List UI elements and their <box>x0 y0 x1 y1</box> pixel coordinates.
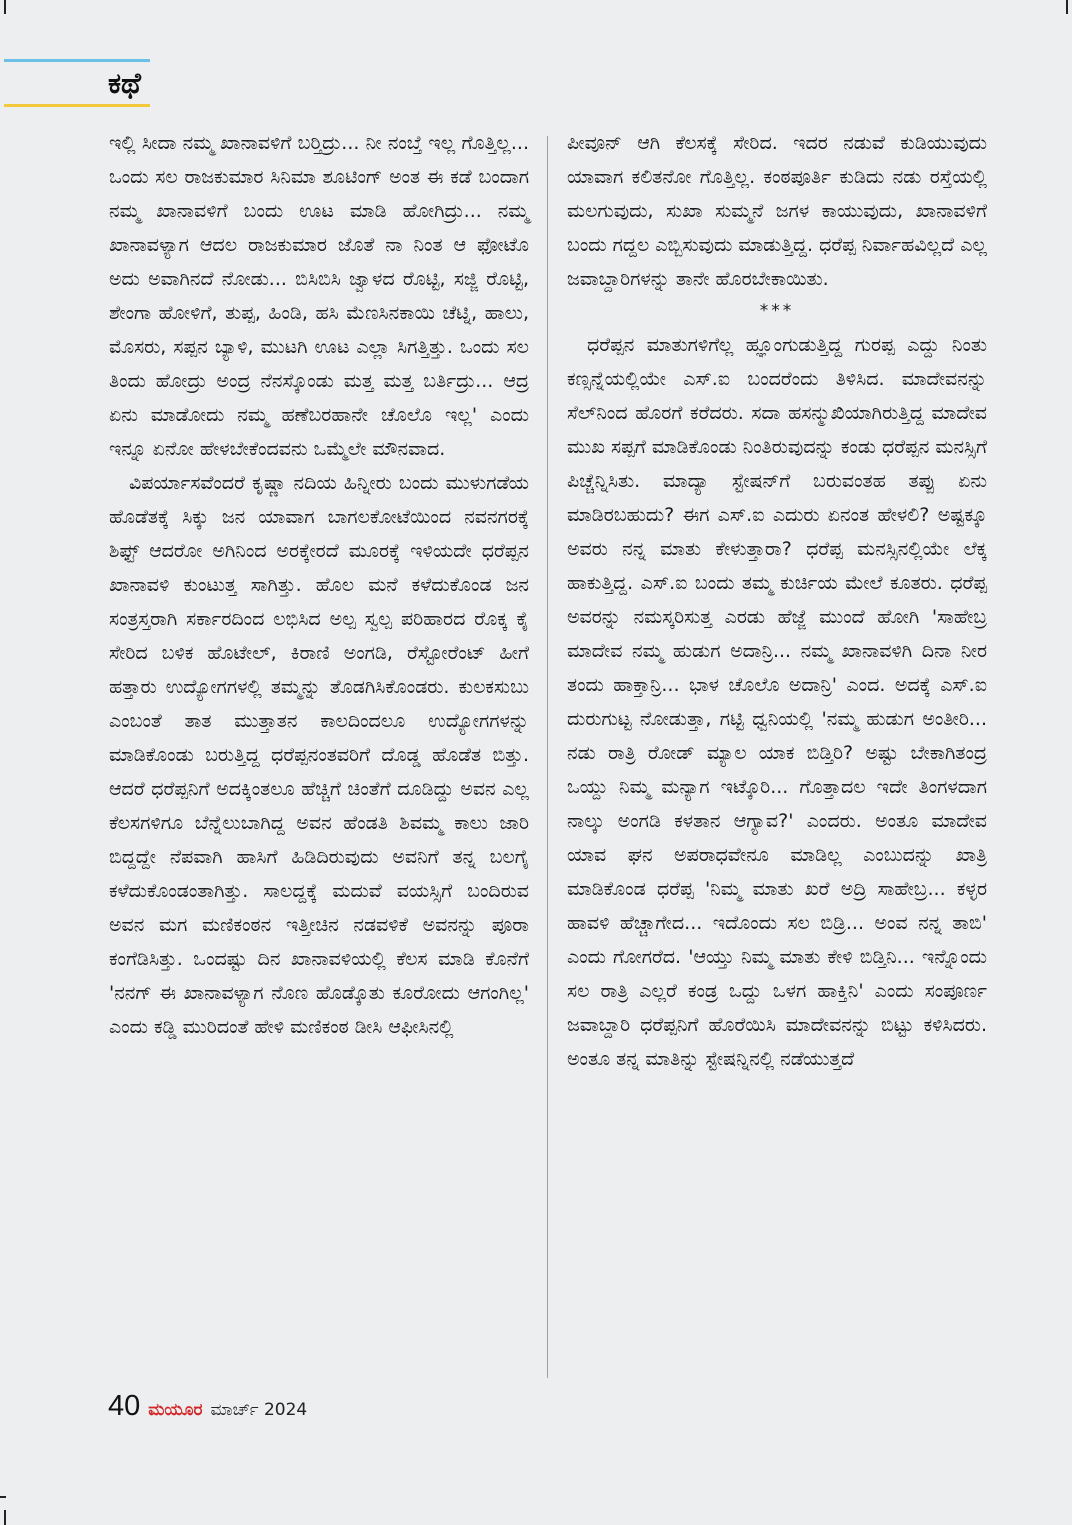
left-column <box>109 126 529 1044</box>
crop-mark <box>0 1496 6 1498</box>
page-footer <box>108 1390 307 1430</box>
page-number: 40 <box>108 1390 141 1422</box>
paragraph: ಧರೆಪ್ಪನ ಮಾತುಗಳಿಗೆಲ್ಲ ಹ್ಞೂಂಗುಡುತ್ತಿದ್ದ ಗುರಪ್ಪ ಎದ್ದು ನಿಂತು ಕಣ್ಸನ್ನೆಯಲ್ಲಿಯೇ ಎಸ್.ಐ ಬಂದರೆಂದು ತಿಳಿಸಿದ. ಮಾದೇವನನ್ನು ಸೆಲ್‌ನಿಂದ ಹೊರಗೆ ಕರೆದರು. ಸದಾ ಹಸನ್ಮುಖಿಯಾಗಿರುತ್ತಿದ್ದ ಮಾದೇವ ಮುಖ ಸಪ್ಪಗೆ ಮಾಡಿಕೊಂಡು ನಿಂತಿರುವುದನ್ನು ಕಂಡು ಧರೆಪ್ಪನ ಮನಸ್ಸಿಗೆ ಪಿಚ್ಚೆನ್ನಿಸಿತು. ಮಾದ್ಯಾ ಸ್ಟೇಷನ್‌ಗೆ ಬರುವಂತಹ ತಪ್ಪು ಏನು ಮಾಡಿರಬಹುದು? ಈಗ ಎಸ್.ಐ ಎದುರು ಏನಂತ ಹೇಳಲಿ? ಅಷ್ಟಕ್ಕೂ ಅವರು ನನ್ನ ಮಾತು ಕೇಳುತ್ತಾರಾ? ಧರೆಪ್ಪ ಮನಸ್ಸಿನಲ್ಲಿಯೇ ಲೆಕ್ಕ ಹಾಕುತ್ತಿದ್ದ. ಎಸ್.ಐ ಬಂದು ತಮ್ಮ ಕುರ್ಚಿಯ ಮೇಲೆ ಕೂತರು. ಧರೆಪ್ಪ ಅವರನ್ನು ನಮಸ್ಕರಿಸುತ್ತ ಎರಡು ಹೆಜ್ಜೆ ಮುಂದೆ ಹೋಗಿ 'ಸಾಹೇಬ್ರ ಮಾದೇವ ನಮ್ಮ ಹುಡುಗ ಅದಾನ್ರಿ... ನಮ್ಮ ಖಾನಾವಳಿಗಿ ದಿನಾ ನೀರ ತಂದು ಹಾಕ್ತಾನ್ರಿ... ಭಾಳ ಚೊಲೊ ಅದಾನ್ರಿ' ಎಂದ. ಅದಕ್ಕೆ ಎಸ್.ಐ ದುರುಗುಟ್ಟ ನೋಡುತ್ತಾ, ಗಟ್ಟಿ ಧ್ವನಿಯಲ್ಲಿ 'ನಮ್ಮ ಹುಡುಗ ಅಂತೀರಿ... ನಡು ರಾತ್ರಿ ರೋಡ್ ಮ್ಯಾಲ ಯಾಕ ಬಿಡ್ತಿರಿ? ಅಷ್ಟು ಬೇಕಾಗಿತಂದ್ರ ಒಯ್ದು ನಿಮ್ಮ ಮನ್ಯಾಗ ಇಟ್ಕೊರಿ... ಗೊತ್ತಾದಲ ಇದೇ ತಿಂಗಳದಾಗ ನಾಲ್ಕು ಅಂಗಡಿ ಕಳತಾನ ಆಗ್ಯಾವ?' ಎಂದರು. ಅಂತೂ ಮಾದೇವ ಯಾವ ಘನ ಅಪರಾಧವೇನೂ ಮಾಡಿಲ್ಲ ಎಂಬುದನ್ನು ಖಾತ್ರಿ ಮಾಡಿಕೊಂಡ ಧರೆಪ್ಪ 'ನಿಮ್ಮ ಮಾತು ಖರೆ ಅದ್ರಿ ಸಾಹೇಬ್ರ... ಕಳ್ಳರ ಹಾವಳಿ ಹೆಚ್ಚಾಗೇದ... ಇದೊಂದು ಸಲ ಬಿಡ್ರಿ... ಅಂವ ನನ್ನ ತಾಬಿ' ಎಂದು ಗೋಗರೆದ. 'ಆಯ್ತು ನಿಮ್ಮ ಮಾತು ಕೇಳಿ ಬಿಡ್ತಿನಿ... ಇನ್ನೊಂದು ಸಲ ರಾತ್ರಿ ಎಲ್ಲರೆ ಕಂಡ್ರ ಒದ್ದು ಒಳಗ ಹಾಕ್ತಿನಿ' ಎಂದು ಸಂಪೂರ್ಣ ಜವಾಬ್ದಾರಿ ಧರೆಪ್ಪನಿಗೆ ಹೊರೆಯಿಸಿ ಮಾದೇವನನ್ನು ಬಿಟ್ಟು ಕಳಿಸಿದರು. ಅಂತೂ ತನ್ನ ಮಾತಿನ್ನು ಸ್ಟೇಷನ್ನಿನಲ್ಲಿ ನಡೆಯುತ್ತದೆ <box>567 334 987 1070</box>
crop-mark <box>1066 0 1068 14</box>
paragraph: ಪೀವೂನ್ ಆಗಿ ಕೆಲಸಕ್ಕೆ ಸೇರಿದ. ಇದರ ನಡುವೆ ಕುಡಿಯುವುದು ಯಾವಾಗ ಕಲಿತನೋ ಗೊತ್ತಿಲ್ಲ. ಕಂಠಪೂರ್ತಿ ಕುಡಿದು ನಡು ರಸ್ತೆಯಲ್ಲಿ ಮಲಗುವುದು, ಸುಖಾ ಸುಮ್ಮನೆ ಜಗಳ ಕಾಯುವುದು, ಖಾನಾವಳಿಗೆ ಬಂದು ಗದ್ದಲ ಎಬ್ಬಿಸುವುದು ಮಾಡುತ್ತಿದ್ದ. ಧರೆಪ್ಪ ನಿರ್ವಾಹವಿಲ್ಲದೆ ಎಲ್ಲ ಜವಾಬ್ದಾರಿಗಳನ್ನು ತಾನೇ ಹೊರಬೇಕಾಯಿತು. <box>567 132 987 290</box>
crop-mark <box>4 1510 6 1525</box>
crop-mark <box>4 0 6 14</box>
section-title: ಕಥೆ <box>108 66 141 100</box>
magazine-logo: ಮಯೂರ <box>148 1400 203 1420</box>
column-divider <box>547 136 548 1378</box>
right-column <box>567 126 987 1076</box>
section-break: *** <box>759 301 795 321</box>
paragraph: ಇಲ್ಲಿ ಸೀದಾ ನಮ್ಮ ಖಾನಾವಳಿಗೆ ಬರ್‍ತಿದ್ರು... ನೀ ನಂಬ್ತೆ ಇಲ್ಲ ಗೊತ್ತಿಲ್ಲ... ಒಂದು ಸಲ ರಾಜಕುಮಾರ ಸಿನಿಮಾ ಶೂಟಿಂಗ್ ಅಂತ ಈ ಕಡೆ ಬಂದಾಗ ನಮ್ಮ ಖಾನಾವಳಿಗೆ ಬಂದು ಊಟ ಮಾಡಿ ಹೋಗಿದ್ರು... ನಮ್ಮ ಖಾನಾವಳ್ಯಾಗ ಆದಲ ರಾಜಕುಮಾರ ಜೊತೆ ನಾ ನಿಂತ ಆ ಫೋಟೊ ಅದು ಅವಾಗಿನದೆ ನೋಡು... ಬಿಸಿಬಿಸಿ ಜ್ವಾಳದ ರೊಟ್ಟಿ, ಸಜ್ಜಿ ರೊಟ್ಟಿ, ಶೇಂಗಾ ಹೋಳಿಗೆ, ತುಪ್ಪ, ಹಿಂಡಿ, ಹಸಿ ಮೆಣಸಿನಕಾಯಿ ಚೆಟ್ನಿ, ಹಾಲು, ಮೊಸರು, ಸಪ್ಪನ ಬ್ಯಾಳಿ, ಮುಟಗಿ ಊಟ ಎಲ್ಲಾ ಸಿಗತ್ತಿತ್ತು. ಒಂದು ಸಲ ತಿಂದು ಹೋದ್ರು ಅಂದ್ರ ನೆನಸ್ಕೊಂಡು ಮತ್ತ ಮತ್ತ ಬರ್ತಿದ್ರು... ಆದ್ರ ಏನು ಮಾಡೋದು ನಮ್ಮ ಹಣೆಬರಹಾನೇ ಚೊಲೊ ಇಲ್ಲ' ಎಂದು ಇನ್ನೂ ಏನೋ ಹೇಳಬೇಕೆಂದವನು ಒಮ್ಮೆಲೇ ಮೌನವಾದ. <box>109 132 529 460</box>
paragraph: ವಿಪರ್ಯಾಸವೆಂದರೆ ಕೃಷ್ಣಾ ನದಿಯ ಹಿನ್ನೀರು ಬಂದು ಮುಳುಗಡೆಯ ಹೊಡೆತಕ್ಕೆ ಸಿಕ್ಕು ಜನ ಯಾವಾಗ ಬಾಗಲಕೋಟೆಯಿಂದ ನವನಗರಕ್ಕೆ ಶಿಫ್ಟ್ ಆದರೋ ಅಗಿನಿಂದ ಅರಕ್ಕೇರದೆ ಮೂರಕ್ಕೆ ಇಳಿಯದೇ ಧರೆಪ್ಪನ ಖಾನಾವಳಿ ಕುಂಟುತ್ತ ಸಾಗಿತ್ತು. ಹೊಲ ಮನೆ ಕಳೆದುಕೊಂಡ ಜನ ಸಂತ್ರಸ್ತರಾಗಿ ಸರ್ಕಾರದಿಂದ ಲಭಿಸಿದ ಅಲ್ಪ ಸ್ವಲ್ಪ ಪರಿಹಾರದ ರೊಕ್ಕ ಕೈ ಸೇರಿದ ಬಳಿಕ ಹೊಟೇಲ್, ಕಿರಾಣಿ ಅಂಗಡಿ, ರೆಸ್ಟೋರೆಂಟ್ ಹೀಗೆ ಹತ್ತಾರು ಉದ್ಯೋಗಗಳಲ್ಲಿ ತಮ್ಮನ್ನು ತೊಡಗಿಸಿಕೊಂಡರು. ಕುಲಕಸುಬು ಎಂಬಂತೆ ತಾತ ಮುತ್ತಾತನ ಕಾಲದಿಂದಲೂ ಉದ್ಯೋಗಗಳನ್ನು ಮಾಡಿಕೊಂಡು ಬರುತ್ತಿದ್ದ ಧರೆಪ್ಪನಂತವರಿಗೆ ದೊಡ್ಡ ಹೊಡೆತ ಬಿತ್ತು. ಆದರೆ ಧರೆಪ್ಪನಿಗೆ ಅದಕ್ಕಿಂತಲೂ ಹೆಚ್ಚಿಗೆ ಚಿಂತೆಗೆ ದೂಡಿದ್ದು ಅವನ ಎಲ್ಲ ಕೆಲಸಗಳಿಗೂ ಬೆನ್ನೆಲುಬಾಗಿದ್ದ ಅವನ ಹೆಂಡತಿ ಶಿವಮ್ಮ ಕಾಲು ಜಾರಿ ಬಿದ್ದದ್ದೇ ನೆಪವಾಗಿ ಹಾಸಿಗೆ ಹಿಡಿದಿರುವುದು ಅವನಿಗೆ ತನ್ನ ಬಲಗೈ ಕಳೆದುಕೊಂಡಂತಾಗಿತ್ತು. ಸಾಲದ್ದಕ್ಕೆ ಮದುವೆ ವಯಸ್ಸಿಗೆ ಬಂದಿರುವ ಅವನ ಮಗ ಮಣಿಕಂಠನ ಇತ್ತೀಚಿನ ನಡವಳಿಕೆ ಅವನನ್ನು ಪೂರಾ ಕಂಗೆಡಿಸಿತ್ತು. ಒಂದಷ್ಟು ದಿನ ಖಾನಾವಳಿಯಲ್ಲಿ ಕೆಲಸ ಮಾಡಿ ಕೊನೆಗೆ 'ನನಗ್ ಈ ಖಾನಾವಳ್ಯಾಗ ನೊಣ ಹೊಡ್ಕೊತು ಕೂರೋದು ಆಗಂಗಿಲ್ಲ' ಎಂದು ಕಡ್ಡಿ ಮುರಿದಂತೆ ಹೇಳಿ ಮಣಿಕಂಠ ಡೀಸಿ ಆಫೀಸಿನಲ್ಲಿ <box>109 472 529 1038</box>
header-rule-yellow <box>4 104 150 107</box>
issue-date: ಮಾರ್ಚ್ 2024 <box>210 1400 308 1420</box>
